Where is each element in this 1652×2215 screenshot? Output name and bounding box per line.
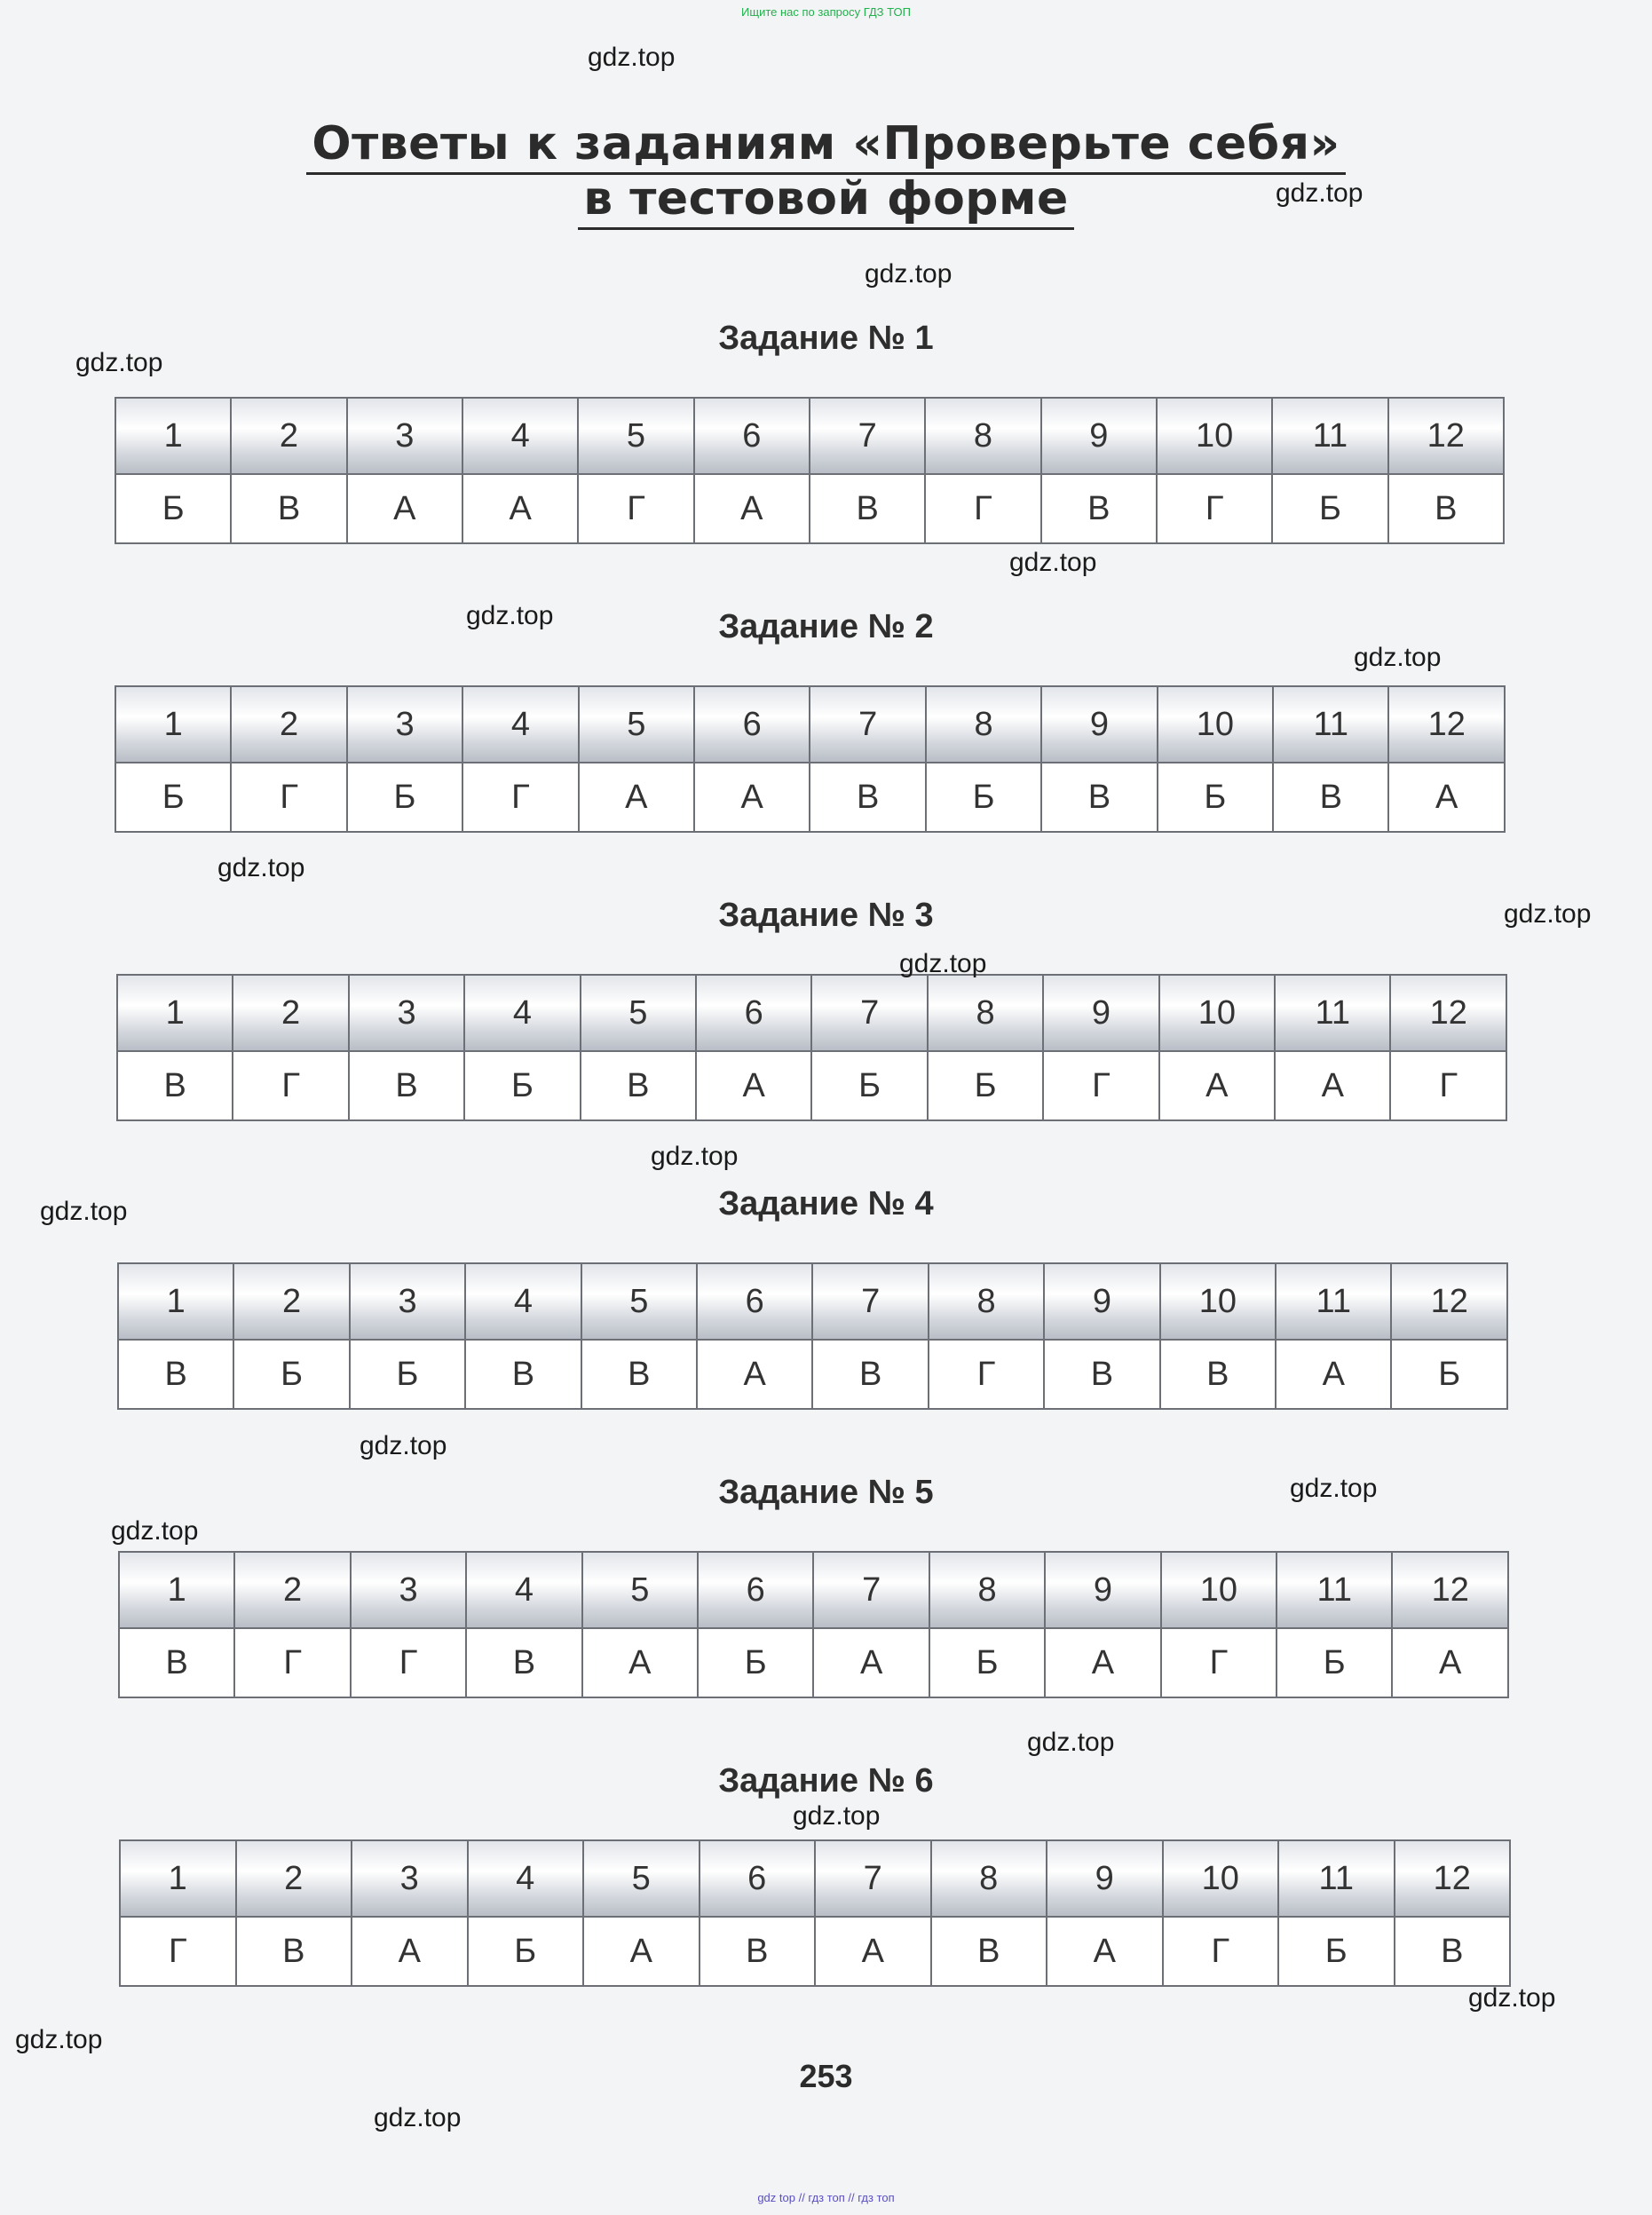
watermark: gdz.top: [1354, 643, 1442, 672]
number-cell: 10: [1158, 686, 1273, 763]
answer-table: [116, 974, 1507, 1121]
number-cell: 5: [581, 1263, 697, 1340]
answer-cell: В: [812, 1340, 928, 1409]
answer-cell: В: [465, 1340, 581, 1409]
answer-cell: Г: [351, 1628, 466, 1697]
number-cell: 3: [349, 975, 464, 1051]
watermark: gdz.top: [651, 1142, 739, 1171]
number-cell: 7: [810, 398, 925, 474]
answer-cell: Г: [929, 1340, 1044, 1409]
answer-cell: В: [1041, 763, 1157, 832]
answer-cell: А: [579, 763, 694, 832]
number-cell: 12: [1395, 1840, 1511, 1917]
number-cell: 4: [465, 1263, 581, 1340]
answer-cell: В: [1160, 1340, 1276, 1409]
answer-cell: В: [1388, 474, 1504, 543]
answer-cell: В: [1395, 1917, 1511, 1986]
number-cell: 2: [231, 398, 346, 474]
answer-cell: А: [582, 1628, 698, 1697]
answer-cell: Б: [347, 763, 462, 832]
number-cell: 8: [928, 975, 1043, 1051]
answer-row: [119, 1628, 1508, 1697]
page-number: 253: [799, 2058, 853, 2094]
watermark: gdz.top: [111, 1516, 199, 1546]
answer-cell: А: [1275, 1051, 1390, 1120]
watermark: gdz.top: [865, 259, 952, 289]
answer-cell: А: [1392, 1628, 1508, 1697]
number-cell: 12: [1390, 975, 1506, 1051]
number-cell: 3: [351, 1552, 466, 1628]
number-cell: 11: [1278, 1840, 1395, 1917]
number-cell: 9: [1044, 1263, 1159, 1340]
watermark: gdz.top: [15, 2025, 103, 2054]
answer-row: [118, 1340, 1507, 1409]
number-cell: 11: [1275, 975, 1390, 1051]
number-cell: 2: [233, 975, 348, 1051]
watermark: gdz.top: [217, 853, 305, 882]
number-row: [120, 1840, 1510, 1917]
number-cell: 7: [813, 1552, 929, 1628]
number-cell: 8: [926, 686, 1041, 763]
answer-cell: А: [1047, 1917, 1163, 1986]
number-cell: 7: [812, 1263, 928, 1340]
number-cell: 6: [694, 398, 810, 474]
answer-cell: А: [583, 1917, 700, 1986]
answer-cell: Г: [1157, 474, 1272, 543]
number-cell: 1: [119, 1552, 234, 1628]
answer-cell: Б: [698, 1628, 813, 1697]
answer-cell: В: [118, 1340, 233, 1409]
number-cell: 2: [231, 686, 346, 763]
number-row: [119, 1552, 1508, 1628]
number-cell: 4: [462, 686, 578, 763]
answer-cell: А: [352, 1917, 468, 1986]
answer-cell: Б: [1272, 474, 1387, 543]
answer-table: [115, 685, 1506, 833]
number-cell: 1: [115, 398, 231, 474]
answer-cell: А: [694, 474, 810, 543]
number-cell: 10: [1163, 1840, 1279, 1917]
answer-cell: Б: [1391, 1340, 1507, 1409]
number-cell: 1: [118, 1263, 233, 1340]
answer-cell: Г: [1163, 1917, 1279, 1986]
number-cell: 6: [696, 975, 811, 1051]
number-cell: 2: [234, 1552, 350, 1628]
task-title: Задание № 6: [718, 1762, 934, 1800]
number-cell: 6: [694, 686, 810, 763]
number-cell: 9: [1041, 686, 1157, 763]
number-cell: 5: [582, 1552, 698, 1628]
number-cell: 3: [347, 686, 462, 763]
number-cell: 10: [1159, 975, 1275, 1051]
number-cell: 10: [1161, 1552, 1277, 1628]
answer-cell: В: [700, 1917, 816, 1986]
watermark: gdz.top: [40, 1197, 128, 1226]
answer-cell: А: [694, 763, 810, 832]
answer-cell: А: [696, 1051, 811, 1120]
number-cell: 1: [115, 686, 231, 763]
answer-cell: Б: [115, 763, 231, 832]
watermark: gdz.top: [75, 348, 163, 377]
number-row: [117, 975, 1506, 1051]
answer-cell: А: [815, 1917, 931, 1986]
answer-cell: Б: [115, 474, 231, 543]
number-cell: 9: [1047, 1840, 1163, 1917]
answer-cell: Г: [231, 763, 346, 832]
answer-cell: Б: [811, 1051, 927, 1120]
answer-cell: Б: [929, 1628, 1045, 1697]
number-cell: 11: [1276, 1263, 1391, 1340]
watermark: gdz.top: [374, 2103, 462, 2132]
answer-cell: А: [347, 474, 462, 543]
answer-cell: Б: [350, 1340, 465, 1409]
number-row: [115, 398, 1504, 474]
answer-cell: В: [349, 1051, 464, 1120]
watermark: gdz.top: [1009, 548, 1097, 577]
watermark: gdz.top: [1027, 1728, 1115, 1757]
answer-cell: Г: [233, 1051, 348, 1120]
number-cell: 3: [352, 1840, 468, 1917]
answer-cell: В: [581, 1051, 696, 1120]
number-cell: 8: [931, 1840, 1047, 1917]
page-title-line-2: в тестовой форме: [0, 172, 1652, 230]
task-title: Задание № 2: [718, 608, 934, 645]
number-cell: 12: [1391, 1263, 1507, 1340]
number-cell: 1: [120, 1840, 236, 1917]
watermark: gdz.top: [466, 601, 554, 630]
answer-cell: А: [697, 1340, 812, 1409]
number-cell: 5: [578, 398, 693, 474]
answer-cell: Б: [1158, 763, 1273, 832]
page-title-line-1: Ответы к заданиям «Проверьте себя»: [0, 117, 1652, 175]
number-cell: 11: [1272, 398, 1387, 474]
number-row: [115, 686, 1505, 763]
answer-cell: В: [117, 1051, 233, 1120]
answer-cell: Б: [468, 1917, 584, 1986]
answer-cell: Б: [928, 1051, 1043, 1120]
answer-cell: Г: [234, 1628, 350, 1697]
number-cell: 7: [811, 975, 927, 1051]
answer-cell: А: [813, 1628, 929, 1697]
answer-cell: Г: [120, 1917, 236, 1986]
task-title: Задание № 1: [718, 320, 934, 357]
number-cell: 5: [583, 1840, 700, 1917]
number-cell: 4: [462, 398, 578, 474]
answer-table: [119, 1839, 1511, 1987]
answer-cell: Г: [1043, 1051, 1158, 1120]
watermark: gdz.top: [899, 949, 987, 978]
answer-cell: Б: [233, 1340, 349, 1409]
task-title: Задание № 4: [718, 1185, 934, 1222]
answer-row: [115, 763, 1505, 832]
answer-cell: А: [1045, 1628, 1160, 1697]
answer-cell: Г: [1390, 1051, 1506, 1120]
number-cell: 8: [929, 1552, 1045, 1628]
number-row: [118, 1263, 1507, 1340]
answer-cell: В: [466, 1628, 581, 1697]
number-cell: 6: [697, 1263, 812, 1340]
number-cell: 4: [466, 1552, 581, 1628]
answer-cell: В: [1041, 474, 1157, 543]
number-cell: 10: [1157, 398, 1272, 474]
answer-cell: В: [810, 763, 925, 832]
answer-table: [118, 1551, 1509, 1698]
watermark: gdz.top: [793, 1801, 881, 1831]
number-cell: 2: [233, 1263, 349, 1340]
answer-cell: Г: [1161, 1628, 1277, 1697]
number-cell: 3: [350, 1263, 465, 1340]
answer-cell: В: [119, 1628, 234, 1697]
answer-cell: В: [236, 1917, 352, 1986]
number-cell: 11: [1273, 686, 1388, 763]
number-cell: 12: [1392, 1552, 1508, 1628]
answer-row: [115, 474, 1504, 543]
number-cell: 6: [698, 1552, 813, 1628]
number-cell: 1: [117, 975, 233, 1051]
number-cell: 2: [236, 1840, 352, 1917]
number-cell: 7: [810, 686, 925, 763]
answer-cell: Г: [462, 763, 578, 832]
watermark: gdz.top: [1290, 1474, 1378, 1503]
answer-cell: А: [1276, 1340, 1391, 1409]
bottom-banner: gdz top // гдз топ // гдз топ: [757, 2191, 895, 2204]
number-cell: 4: [464, 975, 580, 1051]
number-cell: 9: [1041, 398, 1157, 474]
answer-cell: Б: [1278, 1917, 1395, 1986]
number-cell: 5: [581, 975, 696, 1051]
watermark: gdz.top: [1468, 1983, 1556, 2013]
number-cell: 6: [700, 1840, 816, 1917]
number-cell: 12: [1388, 398, 1504, 474]
answer-cell: В: [1273, 763, 1388, 832]
number-cell: 7: [815, 1840, 931, 1917]
answer-row: [120, 1917, 1510, 1986]
answer-cell: Б: [1277, 1628, 1392, 1697]
number-cell: 9: [1043, 975, 1158, 1051]
watermark: gdz.top: [588, 43, 676, 72]
watermark: gdz.top: [1276, 178, 1363, 208]
watermark: gdz.top: [360, 1431, 447, 1460]
answer-cell: В: [231, 474, 346, 543]
number-cell: 8: [925, 398, 1040, 474]
answer-cell: В: [931, 1917, 1047, 1986]
answer-cell: А: [462, 474, 578, 543]
answer-cell: В: [581, 1340, 697, 1409]
answer-cell: В: [1044, 1340, 1159, 1409]
watermark: gdz.top: [1504, 899, 1592, 929]
top-banner: Ищите нас по запросу ГДЗ ТОП: [741, 5, 911, 19]
answer-cell: Г: [925, 474, 1040, 543]
number-cell: 4: [468, 1840, 584, 1917]
number-cell: 8: [929, 1263, 1044, 1340]
answer-cell: Б: [926, 763, 1041, 832]
number-cell: 12: [1388, 686, 1505, 763]
answer-cell: А: [1159, 1051, 1275, 1120]
task-title: Задание № 3: [718, 897, 934, 934]
task-title: Задание № 5: [718, 1474, 934, 1511]
answer-table: [117, 1262, 1508, 1410]
number-cell: 9: [1045, 1552, 1160, 1628]
number-cell: 5: [579, 686, 694, 763]
answer-cell: В: [810, 474, 925, 543]
answer-table: [115, 397, 1505, 544]
number-cell: 11: [1277, 1552, 1392, 1628]
number-cell: 3: [347, 398, 462, 474]
answer-cell: А: [1388, 763, 1505, 832]
answer-cell: Б: [464, 1051, 580, 1120]
number-cell: 10: [1160, 1263, 1276, 1340]
answer-cell: Г: [578, 474, 693, 543]
answer-row: [117, 1051, 1506, 1120]
